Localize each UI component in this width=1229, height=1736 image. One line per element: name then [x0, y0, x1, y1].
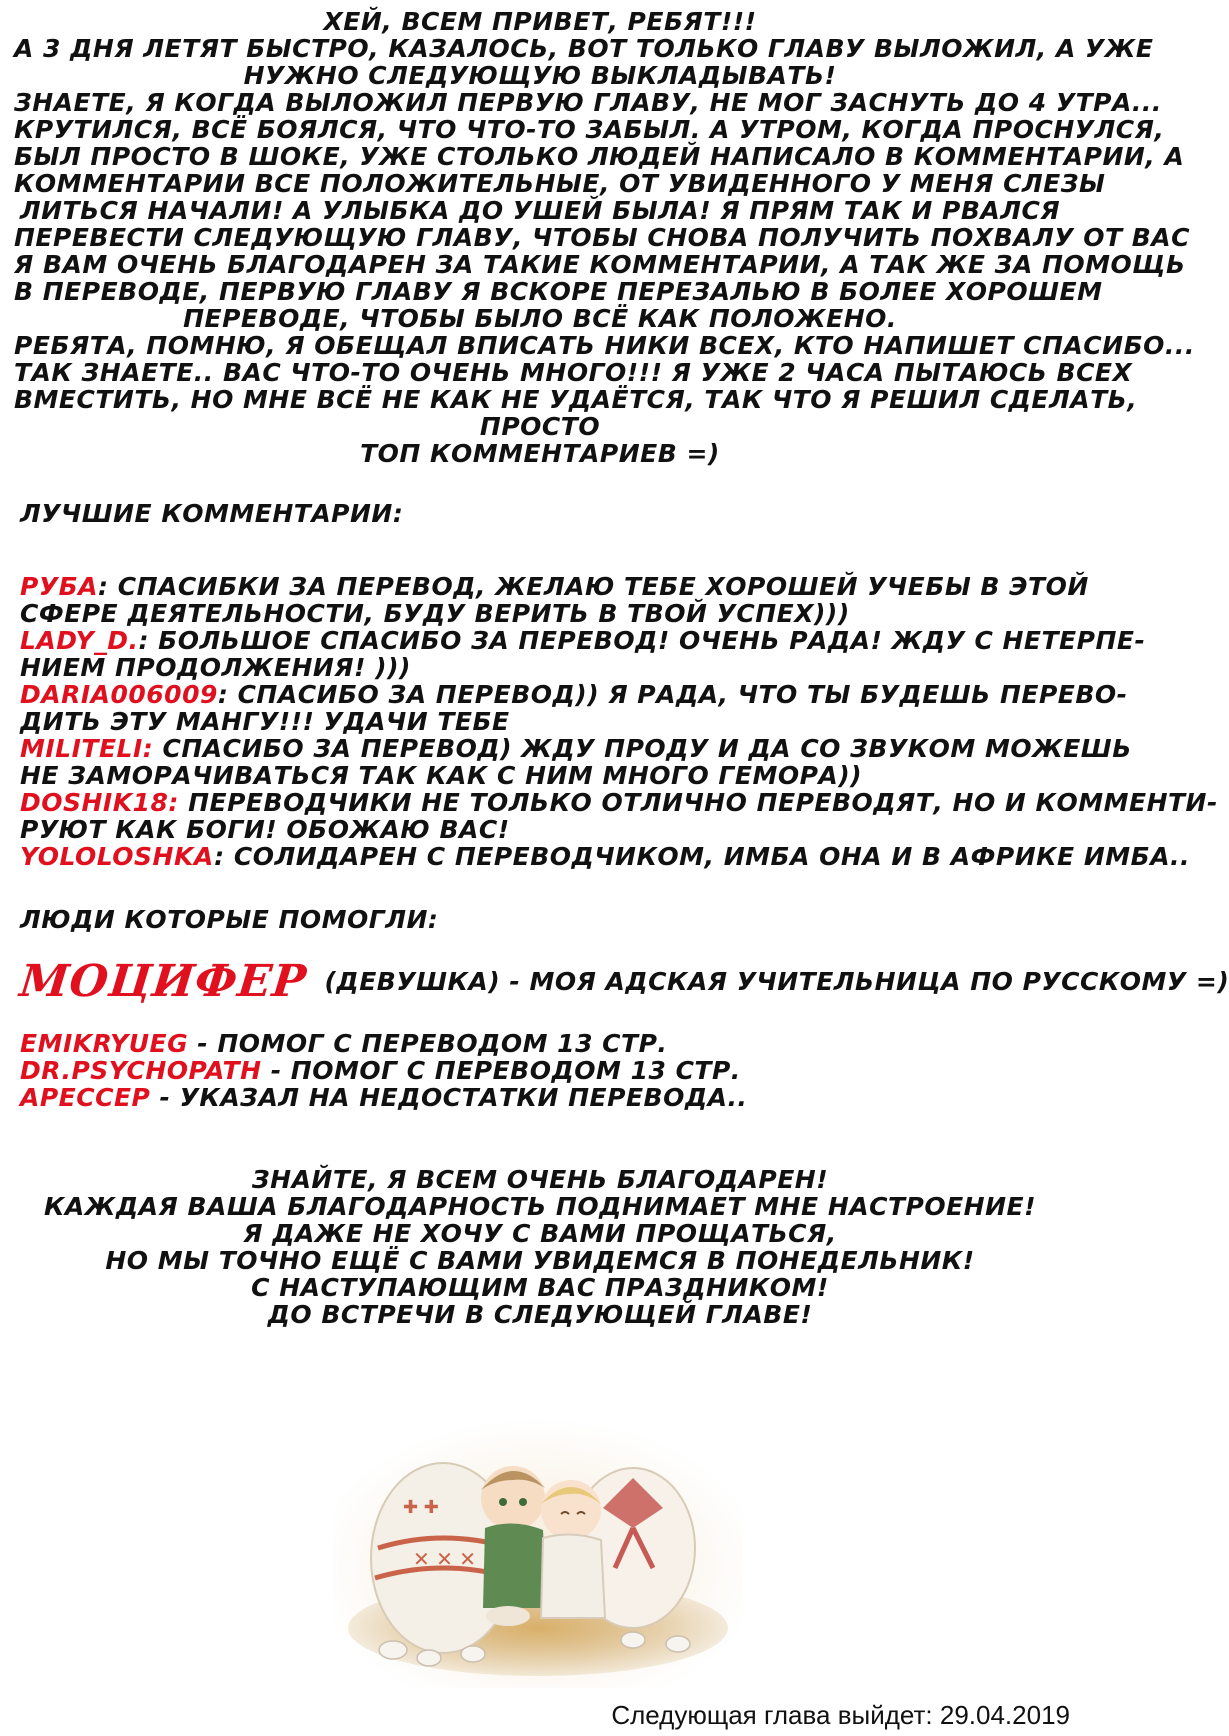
outro-line: ЗНАЙТЕ, Я ВСЕМ ОЧЕНЬ БЛАГОДАРЕН! [251, 1165, 829, 1194]
outro-message [40, 1166, 1040, 1328]
comment-line [20, 788, 1218, 817]
comment-line: НИЕМ ПРОДОЛЖЕНИЯ! ))) [20, 653, 411, 682]
intro-line: КРУТИЛСЯ, ВСЁ БОЯЛСЯ, ЧТО ЧТО-ТО ЗАБЫЛ. А УТРОМ, КОГДА ПРОСНУЛСЯ, [14, 115, 1165, 144]
comment-nick: DARIA006009 [20, 680, 218, 709]
comment-line [20, 680, 1128, 709]
helper-line [20, 1057, 747, 1084]
comment-text: : БОЛЬШОЕ СПАСИБО ЗА ПЕРЕВОД! ОЧЕНЬ РАДА! ЖДУ С НЕТЕРПЕ- [138, 626, 1146, 655]
intro-line: ТОП КОММЕНТАРИЕВ =) [360, 439, 720, 468]
chibi-character-green [481, 1466, 547, 1626]
mocifer-nick: МОЦИФЕР [17, 956, 310, 1007]
svg-text:✚ ✚: ✚ ✚ [403, 1497, 439, 1518]
svg-text:✕ ✕ ✕: ✕ ✕ ✕ [413, 1547, 476, 1571]
comment-line: РУЮТ КАК БОГИ! ОБОЖАЮ ВАС! [20, 815, 510, 844]
helper-nick: АРЕССЕР [20, 1083, 151, 1112]
comment-nick: MILITELI: [20, 734, 154, 763]
helper-text: - ПОМОГ С ПЕРЕВОДОМ 13 СТР. [261, 1056, 741, 1085]
comment-line [20, 572, 1089, 601]
helpers-heading: ЛЮДИ КОТОРЫЕ ПОМОГЛИ: [20, 905, 439, 934]
comment-text: СПАСИБО ЗА ПЕРЕВОД) ЖДУ ПРОДУ И ДА СО ЗВУКОМ МОЖЕШЬ [153, 734, 1132, 763]
intro-line: В ПЕРЕВОДЕ, ПЕРВУЮ ГЛАВУ Я ВСКОРЕ ПЕРЕЗАЛЬЮ В БОЛЕЕ ХОРОШЕМ [14, 277, 1103, 306]
comment-nick: LADY_D. [20, 626, 139, 655]
next-chapter-date: Следующая глава выйдет: 29.04.2019 [611, 1700, 1070, 1730]
mocifer-text: (ДЕВУШКА) - МОЯ АДСКАЯ УЧИТЕЛЬНИЦА ПО РУССКОМУ =) [324, 967, 1229, 996]
comment-nick: YOLOLOSHKA [20, 842, 215, 871]
chibi-easter-illustration [333, 1418, 743, 1688]
intro-line: ВМЕСТИТЬ, НО МНЕ ВСЁ НЕ КАК НЕ УДАЁТСЯ, ТАК ЧТО Я РЕШИЛ СДЕЛАТЬ, [14, 385, 1138, 414]
helper-nick: DR.PSYCHOPATH [20, 1056, 262, 1085]
helper-text: - УКАЗАЛ НА НЕДОСТАТКИ ПЕРЕВОДА.. [150, 1083, 748, 1112]
comment-line [20, 734, 1132, 763]
intro-line: ЛИТЬСЯ НАЧАЛИ! А УЛЫБКА ДО УШЕЙ БЫЛА! Я ПРЯМ ТАК И РВАЛСЯ [19, 196, 1061, 225]
comment-nick: DOSHIK18: [20, 788, 179, 817]
comment-text: ПЕРЕВОДЧИКИ НЕ ТОЛЬКО ОТЛИЧНО ПЕРЕВОДЯТ, НО И КОММЕНТИ- [178, 788, 1218, 817]
intro-line: ПЕРЕВОДЕ, ЧТОБЫ БЫЛО ВСЁ КАК ПОЛОЖЕНО. [183, 304, 897, 333]
helper-line [20, 1030, 747, 1057]
outro-line: КАЖДАЯ ВАША БЛАГОДАРНОСТЬ ПОДНИМАЕТ МНЕ НАСТРОЕНИЕ! [44, 1192, 1036, 1221]
comment-line: ДИТЬ ЭТУ МАНГУ!!! УДАЧИ ТЕБЕ [20, 707, 510, 736]
outro-line: Я ДАЖЕ НЕ ХОЧУ С ВАМИ ПРОЩАТЬСЯ, [243, 1219, 837, 1248]
comment-text: : СПАСИБО ЗА ПЕРЕВОД)) Я РАДА, ЧТО ТЫ БУДЕШЬ ПЕРЕВО- [217, 680, 1128, 709]
outro-line: С НАСТУПАЮЩИМ ВАС ПРАЗДНИКОМ! [251, 1273, 829, 1302]
intro-line: ПЕРЕВЕСТИ СЛЕДУЮЩУЮ ГЛАВУ, ЧТОБЫ СНОВА ПОЛУЧИТЬ ПОХВАЛУ ОТ ВАС [14, 223, 1190, 252]
intro-line: РЕБЯТА, ПОМНЮ, Я ОБЕЩАЛ ВПИСАТЬ НИКИ ВСЕХ, КТО НАПИШЕТ СПАСИБО... [14, 331, 1195, 360]
intro-line: А 3 ДНЯ ЛЕТЯТ БЫСТРО, КАЗАЛОСЬ, ВОТ ТОЛЬКО ГЛАВУ ВЫЛОЖИЛ, А УЖЕ [14, 34, 1154, 63]
comment-line: НЕ ЗАМОРАЧИВАТЬСЯ ТАК КАК С НИМ МНОГО ГЕМОРА)) [20, 761, 863, 790]
intro-line: ЗНАЕТЕ, Я КОГДА ВЫЛОЖИЛ ПЕРВУЮ ГЛАВУ, НЕ МОГ ЗАСНУТЬ ДО 4 УТРА... [14, 88, 1162, 117]
comment-text: : СПАСИБКИ ЗА ПЕРЕВОД, ЖЕЛАЮ ТЕБЕ ХОРОШЕЙ УЧЕБЫ В ЭТОЙ [98, 572, 1089, 601]
best-comments-list [20, 572, 1218, 871]
intro-line: ТАК ЗНАЕТЕ.. ВАС ЧТО-ТО ОЧЕНЬ МНОГО!!! Я УЖЕ 2 ЧАСА ПЫТАЮСЬ ВСЕХ [14, 358, 1133, 387]
intro-line: ХЕЙ, ВСЕМ ПРИВЕТ, РЕБЯТ!!! [323, 7, 757, 36]
helper-text: - ПОМОГ С ПЕРЕВОДОМ 13 СТР. [188, 1029, 668, 1058]
best-comments-heading: ЛУЧШИЕ КОММЕНТАРИИ: [20, 499, 404, 528]
comment-line [20, 842, 1191, 871]
mocifer-credit [17, 956, 1229, 1007]
outro-line: НО МЫ ТОЧНО ЕЩЁ С ВАМИ УВИДЕМСЯ В ПОНЕДЕЛЬНИК! [105, 1246, 975, 1275]
intro-line: ПРОСТО [479, 412, 601, 441]
helper-line [20, 1084, 747, 1111]
chibi-character-white [541, 1480, 605, 1618]
intro-line: БЫЛ ПРОСТО В ШОКЕ, УЖЕ СТОЛЬКО ЛЮДЕЙ НАПИСАЛО В КОММЕНТАРИИ, А [14, 142, 1185, 171]
intro-line: НУЖНО СЛЕДУЮЩУЮ ВЫКЛАДЫВАТЬ! [243, 61, 837, 90]
comment-nick: РУБА [20, 572, 99, 601]
comment-text: : СОЛИДАРЕН С ПЕРЕВОДЧИКОМ, ИМБА ОНА И В АФРИКЕ ИМБА.. [214, 842, 1191, 871]
intro-line: КОММЕНТАРИИ ВСЕ ПОЛОЖИТЕЛЬНЫЕ, ОТ УВИДЕННОГО У МЕНЯ СЛЕЗЫ [14, 169, 1106, 198]
comment-line: СФЕРЕ ДЕЯТЕЛЬНОСТИ, БУДУ ВЕРИТЬ В ТВОЙ УСПЕХ))) [20, 599, 850, 628]
outro-line: ДО ВСТРЕЧИ В СЛЕДУЮЩЕЙ ГЛАВЕ! [267, 1300, 813, 1329]
comment-line [20, 626, 1146, 655]
helpers-list [20, 1030, 747, 1111]
intro-line: Я ВАМ ОЧЕНЬ БЛАГОДАРЕН ЗА ТАКИЕ КОММЕНТАРИИ, А ТАК ЖЕ ЗА ПОМОЩЬ [14, 250, 1186, 279]
helper-nick: EMIKRYUEG [20, 1029, 189, 1058]
intro-message [14, 7, 1195, 468]
